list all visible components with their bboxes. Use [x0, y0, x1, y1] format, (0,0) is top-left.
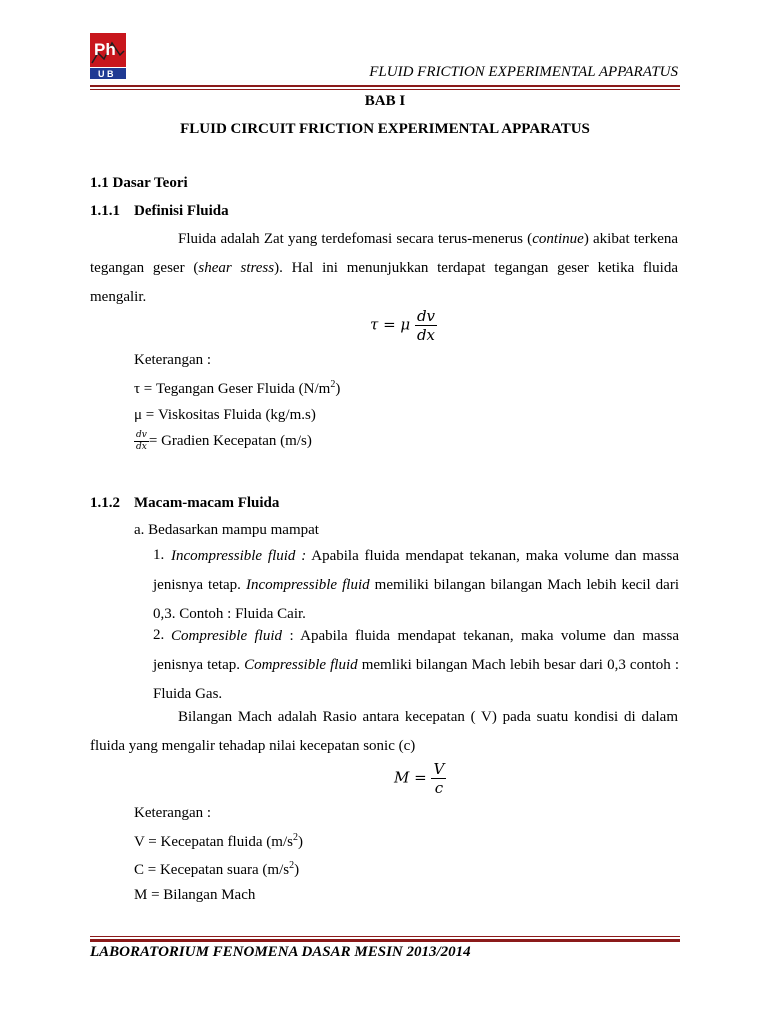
logo-text-ph: Ph: [94, 40, 116, 59]
section-1-1-1-number: 1.1.1: [90, 203, 120, 219]
logo-text-ub: U B: [98, 69, 114, 79]
list-number-1: 1.: [153, 547, 165, 563]
definition-tau: τ = Tegangan Geser Fluida $(N/m^2)$: [134, 379, 341, 397]
footer-rule: [90, 939, 680, 942]
header-title: FLUID FRICTION EXPERIMENTAL APPARATUS: [369, 64, 678, 80]
chapter-title: FLUID CIRCUIT FRICTION EXPERIMENTAL APPARATUS: [180, 121, 590, 137]
paragraph-mach: Bilangan Mach adalah Rasio antara kecepatan ( V) pada suatu kondisi di dalam fluida yang mengalir tehadap nilai kecepatan sonic (c): [90, 709, 678, 754]
definition-mach: M = Bilangan Mach: [134, 887, 256, 903]
list-number-2: 2.: [153, 627, 165, 643]
section-1-1-2-title: Macam-macam Fluida: [134, 495, 280, 511]
definition-mu: μ = Viskositas Fluida (kg/m.s): [134, 407, 316, 423]
definition-gradient: $\frac{dv}{dx}$ = Gradien Kecepatan (m/s): [136, 430, 312, 452]
section-1-1-1-title: Definisi Fluida: [134, 203, 229, 219]
header-rule-thin: [90, 89, 680, 90]
section-1-1: 1.1 Dasar Teori: [90, 175, 188, 191]
keterangan-2: Keterangan :: [134, 805, 212, 821]
ub-logo: [90, 33, 126, 79]
paragraph-definition: Fluida adalah Zat yang terdefomasi secara terus-menerus (continue) akibat terkena tegangan geser (shear stress). Hal ini menunjukkan terdapat tegangan geser ketika fluida mengalir.: [90, 231, 679, 305]
chapter-label: BAB I: [364, 93, 406, 109]
section-1-1-2-number: 1.1.2: [90, 495, 120, 511]
list-item-a: a. Bedasarkan mampu mampat: [134, 522, 319, 538]
definition-velocity: V = Kecepatan fluida $(m/s^2)$: [134, 832, 303, 850]
list-item-compressible: Compresible fluid : Apabila fluida mendapat tekanan, maka volume dan massa jenisnya tetap. Compressible fluid memliki bilangan Mach lebih besar dari 0,3 contoh : Fluida Gas.: [153, 628, 680, 702]
equation-shear-stress: τ = μ $\frac{dv}{dx}$: [370, 307, 436, 344]
footer-rule-thin: [90, 936, 680, 937]
header-rule: [90, 85, 680, 87]
keterangan-1: Keterangan :: [134, 352, 212, 368]
equation-mach: M = $\frac{V}{c}$: [394, 760, 445, 797]
definition-sound-speed: C = Kecepatan suara $(m/s^2)$: [134, 860, 300, 878]
footer-text: LABORATORIUM FENOMENA DASAR MESIN 2013/2014: [90, 944, 471, 960]
list-item-incompressible: Incompressible fluid : Apabila fluida mendapat tekanan, maka volume dan massa jenisnya tetap. Incompressible fluid memiliki bilangan bilangan Mach lebih kecil dari 0,3. Contoh : Fluida Cair.: [153, 548, 679, 622]
